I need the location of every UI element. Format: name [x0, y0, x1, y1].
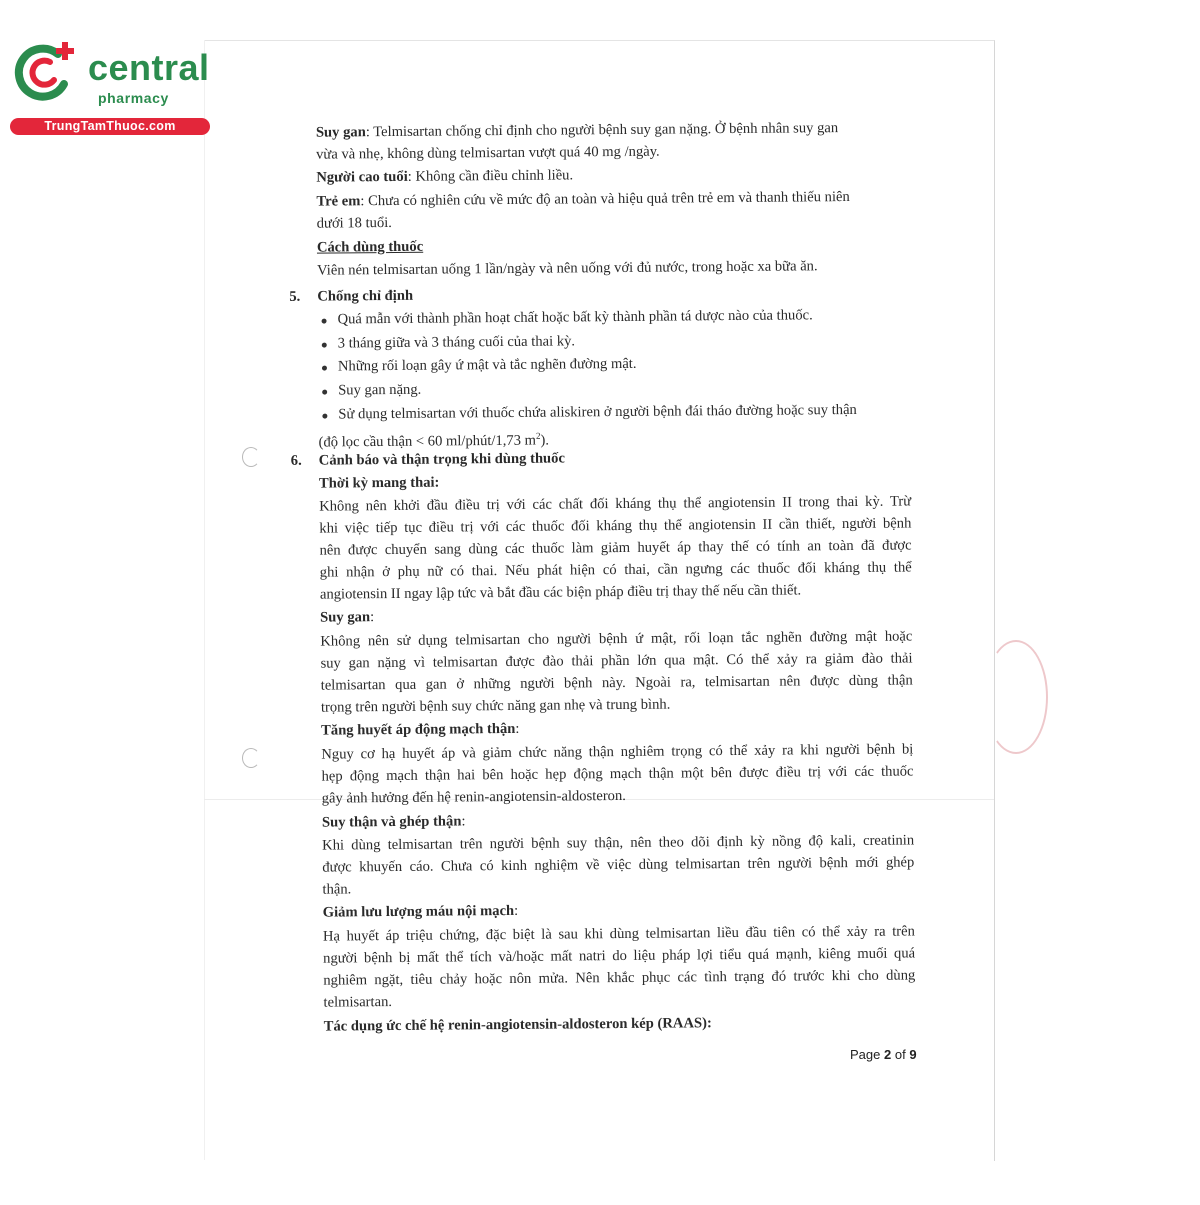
- child-text-1: : Chưa có nghiên cứu về mức độ an toàn và hiệu quả trên trẻ em và thanh thiếu niên: [360, 188, 850, 210]
- page-of: of: [894, 1047, 906, 1062]
- bullet-icon: [322, 414, 327, 419]
- volume-line-2: người bệnh bị mất thể tích và/hoặc mất natri do liệu pháp lợi tiểu quá mạnh, kiêng muối quá: [323, 945, 916, 967]
- elderly-line: [316, 166, 573, 186]
- usage-text: Viên nén telmisartan uống 1 lần/ngày và nên uống với đủ nước, trong hoặc xa bữa ăn.: [317, 258, 818, 279]
- kidney-line-1: Khi dùng telmisartan trên người bệnh suy thận, nên theo dõi định kỳ nồng độ kali, creatinin: [322, 832, 915, 854]
- s5-item-4: Suy gan nặng.: [338, 381, 422, 399]
- bullet-icon: [322, 343, 327, 348]
- s5-item-2: 3 tháng giữa và 3 tháng cuối của thai kỳ.: [337, 333, 576, 352]
- section-5-number: 5.: [289, 288, 301, 305]
- logo-subtitle: pharmacy: [98, 90, 169, 106]
- liver2-title: Suy gan: [320, 609, 371, 626]
- kidney-colon: :: [461, 813, 466, 830]
- pregnancy-line-2: khi việc tiếp tục điều trị với các thuốc đối kháng thụ thể angiotensin II cần thiết, người bệnh: [319, 515, 912, 537]
- pregnancy-line-4: ghi nhận ở phụ nữ có thai. Nếu phát hiện có thai, cần ngưng các thuốc đối kháng thụ thể: [319, 559, 912, 581]
- s5-item-5-cont-text: (độ lọc cầu thận < 60 ml/phút/1,73 m: [318, 432, 537, 451]
- section-5-title: Chống chỉ định: [317, 287, 414, 305]
- volume-line-3: nghiêm ngặt, tiêu chảy hoặc nôn mửa. Nên khắc phục các tình trạng đó trước khi cho dùng: [323, 967, 916, 989]
- liver-text-1: : Telmisartan chống chỉ định cho người bệnh suy gan nặng. Ở bệnh nhân suy gan: [365, 120, 839, 141]
- volume-colon: :: [514, 902, 519, 919]
- liver2-line-2: suy gan nặng vì telmisartan được đào thải phần lớn qua mật. Có thể xảy ra giảm đào thải: [320, 650, 913, 672]
- page-current: 2: [884, 1047, 892, 1062]
- liver-text-2: vừa và nhẹ, không dùng telmisartan vượt quá 40 mg /ngày.: [316, 143, 660, 163]
- page-number: [850, 1047, 917, 1062]
- s5-item-5-sup: 2: [535, 430, 541, 441]
- renal-ht-heading: [321, 720, 519, 740]
- section-6-number: 6.: [290, 452, 302, 469]
- logo-name: central: [88, 47, 210, 88]
- section-6-title: Cảnh báo và thận trọng khi dùng thuốc: [318, 450, 565, 469]
- liver2-line-1: Không nên sử dụng telmisartan cho người bệnh ứ mật, rối loạn tắc nghẽn đường mật hoặc: [320, 628, 913, 650]
- usage-heading: Cách dùng thuốc: [316, 238, 424, 256]
- page-label: Page: [850, 1047, 881, 1062]
- renal-ht-line-3: gây ảnh hưởng đến hệ renin-angiotensin-aldosteron.: [321, 787, 626, 807]
- kidney-line-3: thận.: [322, 881, 352, 898]
- elderly-text: : Không cần điều chỉnh liều.: [407, 167, 574, 185]
- renal-ht-colon: :: [515, 720, 520, 737]
- pregnancy-title: Thời kỳ mang thai:: [318, 474, 440, 492]
- volume-heading: [323, 902, 519, 922]
- logo-website-link[interactable]: TrungTamThuoc.com: [10, 118, 210, 135]
- liver-label: Suy gan: [315, 124, 366, 141]
- liver2-line-4: trọng trên người bệnh suy chức năng gan nhẹ và trung bình.: [320, 696, 671, 716]
- child-text-2: dưới 18 tuổi.: [316, 214, 393, 232]
- s5-item-1: Quá mẫn với thành phần hoạt chất hoặc bất kỳ thành phần tá dược nào của thuốc.: [337, 307, 813, 328]
- liver2-colon: :: [369, 609, 375, 626]
- volume-line-1: Hạ huyết áp triệu chứng, đặc biệt là sau khi dùng telmisartan liều đầu tiên có thể xảy ra trên: [322, 923, 915, 945]
- liver-line-1: [316, 119, 838, 142]
- page-total: 9: [909, 1047, 917, 1062]
- pregnancy-line-1: Không nên khởi đầu điều trị với các chất đối kháng thụ thể angiotensin II trong thai kỳ. Trừ: [319, 493, 912, 515]
- liver2-heading: [320, 608, 374, 626]
- raas-title: Tác dụng ức chế hệ renin-angiotensin-aldosteron kép (RAAS):: [323, 1015, 712, 1035]
- s5-item-5: Sử dụng telmisartan với thuốc chứa aliskiren ở người bệnh đái tháo đường hoặc suy thận: [338, 401, 857, 423]
- renal-ht-line-1: Nguy cơ hạ huyết áp và giảm chức năng thận nghiêm trọng có thể xảy ra khi người bệnh bị: [321, 741, 914, 763]
- bullet-icon: [322, 319, 327, 324]
- pregnancy-line-5: angiotensin II ngay lập tức và bắt đầu các biện pháp điều trị thay thế nếu cần thiết.: [319, 582, 802, 603]
- volume-title: Giảm lưu lượng máu nội mạch: [322, 902, 515, 921]
- renal-ht-line-2: hẹp động mạch thận hai bên hoặc hẹp động mạch thận một bên được điều trị với các thuốc: [321, 763, 914, 785]
- s5-item-5-end: ).: [540, 432, 550, 449]
- bullet-icon: [322, 366, 327, 371]
- pregnancy-line-3: nên được chuyển sang dùng các thuốc làm giảm huyết áp thay thế có tính an toàn đã được: [319, 537, 912, 559]
- child-label: Trẻ em: [316, 193, 361, 210]
- s5-item-5-cont: [318, 427, 549, 452]
- volume-line-4: telmisartan.: [323, 994, 393, 1011]
- bullet-icon: [322, 390, 327, 395]
- liver2-line-3: telmisartan qua gan ở những người bệnh này. Ngoài ra, telmisartan nên được dùng thận: [320, 672, 913, 694]
- kidney-heading: [322, 812, 466, 831]
- kidney-title: Suy thận và ghép thận: [321, 813, 462, 831]
- kidney-line-2: được khuyến cáo. Chưa có kinh nghiệm về việc dùng telmisartan trên người bệnh mới ghép: [322, 854, 915, 876]
- elderly-label: Người cao tuổi: [316, 168, 408, 186]
- s5-item-3: Những rối loạn gây ứ mật và tắc nghẽn đường mật.: [337, 355, 637, 375]
- child-line-1: [316, 188, 849, 211]
- renal-ht-title: Tăng huyết áp động mạch thận: [321, 720, 516, 739]
